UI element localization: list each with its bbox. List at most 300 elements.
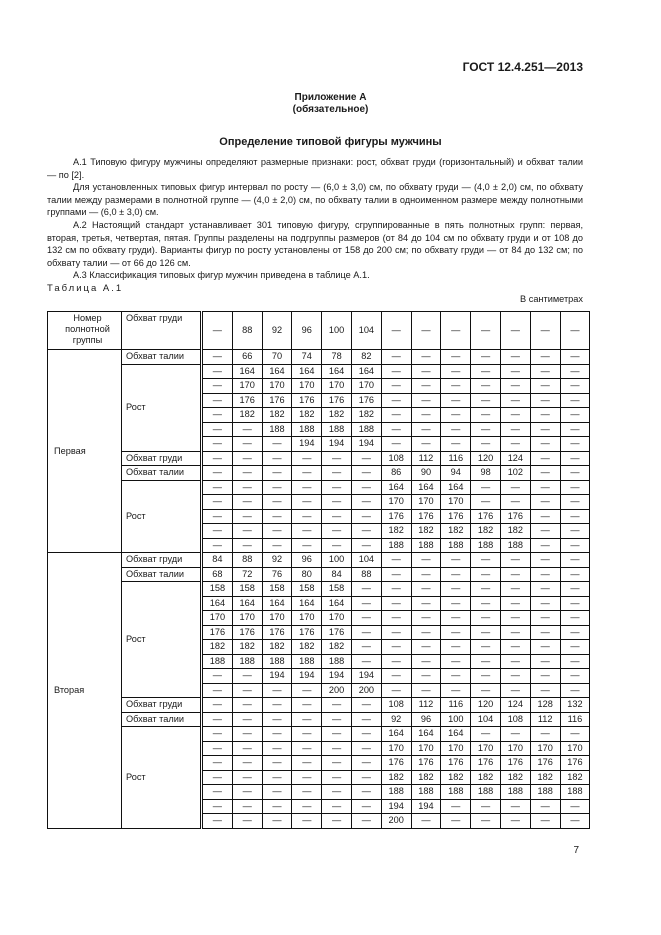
- table-cell: —: [381, 350, 411, 365]
- table-cell: —: [202, 350, 233, 365]
- table-cell: —: [322, 698, 352, 713]
- table-cell: 102: [500, 466, 530, 481]
- table-cell: —: [471, 683, 501, 698]
- table-cell: 116: [441, 698, 471, 713]
- table-cell: —: [202, 422, 233, 437]
- table-cell: 176: [441, 509, 471, 524]
- table-cell: 182: [232, 408, 262, 423]
- table-cell: 72: [232, 567, 262, 582]
- table-cell: 182: [530, 770, 560, 785]
- table-cell: 188: [560, 785, 590, 800]
- table-cell: —: [202, 437, 233, 452]
- table-cell: —: [411, 640, 441, 655]
- table-cell: 164: [411, 727, 441, 742]
- table-row: [48, 350, 590, 365]
- table-cell: —: [441, 350, 471, 365]
- table-cell: 176: [441, 756, 471, 771]
- table-cell: 176: [560, 756, 590, 771]
- table-cell: —: [411, 350, 441, 365]
- table-cell: —: [232, 480, 262, 495]
- table-cell: —: [351, 611, 381, 626]
- table-cell: 164: [381, 727, 411, 742]
- table-cell: —: [232, 509, 262, 524]
- table-cell: —: [351, 712, 381, 727]
- table-cell: 164: [262, 596, 292, 611]
- table-cell: —: [530, 814, 560, 829]
- table-cell: —: [381, 553, 411, 568]
- waist-label: Обхват талии: [122, 567, 202, 582]
- table-cell: —: [262, 770, 292, 785]
- table-cell: —: [351, 770, 381, 785]
- table-cell: —: [530, 350, 560, 365]
- table-cell: —: [500, 495, 530, 510]
- table-cell: —: [530, 422, 560, 437]
- table-cell: 182: [232, 640, 262, 655]
- table-cell: —: [232, 669, 262, 684]
- table-cell: —: [322, 756, 352, 771]
- table-cell: —: [530, 582, 560, 597]
- table-cell: —: [560, 422, 590, 437]
- table-cell: —: [232, 770, 262, 785]
- table-cell: —: [262, 727, 292, 742]
- table-cell: —: [351, 480, 381, 495]
- table-cell: 176: [292, 393, 322, 408]
- table-cell: 200: [351, 683, 381, 698]
- table-cell: 112: [411, 451, 441, 466]
- table-header-row: [48, 312, 590, 350]
- table-cell: —: [530, 683, 560, 698]
- table-cell: 170: [262, 611, 292, 626]
- table-cell: —: [381, 364, 411, 379]
- table-cell: 170: [441, 741, 471, 756]
- body-text: [47, 156, 583, 282]
- table-cell: —: [560, 509, 590, 524]
- table-cell: 88: [351, 567, 381, 582]
- table-cell: 194: [322, 437, 352, 452]
- table-row: [48, 567, 590, 582]
- table-cell: —: [471, 379, 501, 394]
- table-cell: —: [560, 582, 590, 597]
- table-cell: —: [471, 393, 501, 408]
- table-cell: 84: [202, 553, 233, 568]
- standard-code: ГОСТ 12.4.251—2013: [462, 60, 583, 74]
- waist-label: Обхват талии: [122, 466, 202, 481]
- table-cell: 170: [292, 611, 322, 626]
- table-cell: —: [292, 480, 322, 495]
- table-cell: —: [500, 408, 530, 423]
- chest-label: Обхват груди: [122, 553, 202, 568]
- table-cell: 158: [292, 582, 322, 597]
- table-cell: —: [411, 582, 441, 597]
- table-cell: 108: [500, 712, 530, 727]
- table-cell: —: [530, 553, 560, 568]
- table-cell: 170: [351, 379, 381, 394]
- table-cell: —: [411, 312, 441, 350]
- table-cell: 164: [351, 364, 381, 379]
- table-cell: —: [441, 364, 471, 379]
- table-cell: —: [560, 466, 590, 481]
- table-row: [48, 451, 590, 466]
- table-cell: —: [322, 799, 352, 814]
- table-cell: 194: [411, 799, 441, 814]
- table-cell: —: [232, 495, 262, 510]
- table-cell: —: [202, 524, 233, 539]
- table-cell: —: [232, 538, 262, 553]
- table-cell: —: [262, 495, 292, 510]
- table-cell: —: [560, 451, 590, 466]
- table-cell: —: [530, 799, 560, 814]
- table-cell: 182: [441, 524, 471, 539]
- table-cell: —: [500, 437, 530, 452]
- table-cell: —: [560, 524, 590, 539]
- height-label: Рост: [122, 582, 202, 698]
- table-cell: 182: [471, 524, 501, 539]
- table-cell: 94: [441, 466, 471, 481]
- table-cell: —: [322, 509, 352, 524]
- table-cell: —: [262, 785, 292, 800]
- table-cell: —: [411, 567, 441, 582]
- table-cell: —: [351, 741, 381, 756]
- table-cell: —: [262, 466, 292, 481]
- table-cell: 182: [202, 640, 233, 655]
- table-cell: —: [232, 524, 262, 539]
- table-cell: —: [322, 814, 352, 829]
- table-cell: —: [471, 553, 501, 568]
- table-cell: —: [232, 437, 262, 452]
- table-cell: —: [441, 582, 471, 597]
- table-caption: Таблица А.1: [47, 283, 124, 294]
- table-cell: 188: [322, 654, 352, 669]
- table-cell: 116: [441, 451, 471, 466]
- table-cell: —: [351, 451, 381, 466]
- table-cell: 170: [441, 495, 471, 510]
- table-cell: 182: [262, 408, 292, 423]
- table-cell: 96: [411, 712, 441, 727]
- table-cell: 164: [322, 596, 352, 611]
- table-cell: —: [441, 437, 471, 452]
- table-cell: —: [471, 350, 501, 365]
- table-cell: —: [500, 480, 530, 495]
- table-cell: —: [500, 727, 530, 742]
- table-cell: —: [530, 312, 560, 350]
- table-cell: —: [560, 379, 590, 394]
- table-cell: —: [471, 654, 501, 669]
- paragraph-a1: А.1 Типовую фигуру мужчины определяют размерные признаки: рост, обхват груди (горизонтальный) и обхват талии — по [2].: [47, 157, 583, 180]
- table-cell: —: [292, 727, 322, 742]
- table-cell: —: [262, 480, 292, 495]
- table-cell: 158: [232, 582, 262, 597]
- table-cell: 194: [322, 669, 352, 684]
- table-cell: —: [202, 364, 233, 379]
- table-cell: 128: [530, 698, 560, 713]
- table-cell: 188: [471, 538, 501, 553]
- table-cell: 200: [381, 814, 411, 829]
- table-cell: —: [441, 422, 471, 437]
- table-cell: —: [530, 451, 560, 466]
- table-cell: 194: [351, 437, 381, 452]
- table-cell: 176: [381, 509, 411, 524]
- table-cell: —: [560, 654, 590, 669]
- table-cell: —: [262, 437, 292, 452]
- table-cell: —: [292, 785, 322, 800]
- table-cell: —: [441, 640, 471, 655]
- table-cell: 170: [411, 495, 441, 510]
- table-cell: —: [232, 785, 262, 800]
- table-cell: —: [560, 567, 590, 582]
- table-cell: —: [202, 741, 233, 756]
- table-cell: 88: [232, 312, 262, 350]
- table-cell: —: [292, 524, 322, 539]
- table-cell: 96: [292, 312, 322, 350]
- table-cell: 170: [322, 611, 352, 626]
- table-cell: —: [381, 582, 411, 597]
- table-cell: 104: [471, 712, 501, 727]
- table-cell: —: [530, 408, 560, 423]
- table-cell: 164: [262, 364, 292, 379]
- table-cell: 164: [381, 480, 411, 495]
- table-cell: 176: [322, 393, 352, 408]
- table-cell: 188: [262, 422, 292, 437]
- table-cell: 100: [441, 712, 471, 727]
- table-row: [48, 553, 590, 568]
- table-cell: —: [441, 596, 471, 611]
- table-cell: 182: [381, 770, 411, 785]
- table-cell: —: [262, 683, 292, 698]
- table-cell: 112: [411, 698, 441, 713]
- table-cell: —: [560, 350, 590, 365]
- table-cell: —: [262, 698, 292, 713]
- table-cell: —: [500, 611, 530, 626]
- table-cell: —: [322, 538, 352, 553]
- table-cell: 104: [351, 553, 381, 568]
- table-cell: —: [560, 727, 590, 742]
- table-cell: —: [262, 509, 292, 524]
- table-cell: —: [530, 393, 560, 408]
- header-group-label: Номер полнотной группы: [48, 312, 122, 350]
- table-cell: 170: [322, 379, 352, 394]
- table-cell: 200: [322, 683, 352, 698]
- table-cell: —: [441, 408, 471, 423]
- table-cell: 182: [351, 408, 381, 423]
- table-cell: 100: [322, 312, 352, 350]
- table-cell: 182: [500, 524, 530, 539]
- table-cell: —: [560, 799, 590, 814]
- table-cell: 176: [232, 625, 262, 640]
- table-cell: —: [351, 625, 381, 640]
- table-cell: —: [351, 756, 381, 771]
- table-cell: 88: [232, 553, 262, 568]
- table-cell: —: [202, 379, 233, 394]
- table-cell: —: [471, 582, 501, 597]
- table-cell: —: [381, 422, 411, 437]
- height-label: Рост: [122, 364, 202, 451]
- table-cell: —: [530, 509, 560, 524]
- table-cell: —: [381, 437, 411, 452]
- table-cell: —: [411, 408, 441, 423]
- table-cell: 164: [232, 364, 262, 379]
- table-cell: —: [471, 437, 501, 452]
- table-cell: 176: [500, 509, 530, 524]
- table-cell: —: [262, 451, 292, 466]
- table-cell: 76: [262, 567, 292, 582]
- table-cell: 170: [530, 741, 560, 756]
- table-cell: —: [500, 364, 530, 379]
- table-cell: 182: [500, 770, 530, 785]
- appendix-title: Приложение А: [294, 92, 367, 103]
- table-cell: —: [292, 741, 322, 756]
- table-cell: —: [322, 480, 352, 495]
- table-cell: 182: [560, 770, 590, 785]
- table-cell: —: [381, 611, 411, 626]
- table-cell: —: [381, 596, 411, 611]
- table-cell: 176: [262, 625, 292, 640]
- table-cell: —: [381, 379, 411, 394]
- table-cell: —: [500, 654, 530, 669]
- table-cell: —: [471, 640, 501, 655]
- table-cell: 188: [322, 422, 352, 437]
- table-cell: —: [530, 480, 560, 495]
- table-cell: —: [500, 596, 530, 611]
- table-cell: 170: [202, 611, 233, 626]
- table-cell: —: [351, 524, 381, 539]
- table-cell: —: [500, 799, 530, 814]
- table-cell: 116: [560, 712, 590, 727]
- table-cell: —: [232, 799, 262, 814]
- table-cell: —: [292, 451, 322, 466]
- table-cell: —: [441, 814, 471, 829]
- table-cell: —: [441, 625, 471, 640]
- table-cell: —: [381, 625, 411, 640]
- table-cell: —: [530, 654, 560, 669]
- table-cell: —: [530, 727, 560, 742]
- waist-label: Обхват талии: [122, 350, 202, 365]
- table-cell: —: [322, 770, 352, 785]
- table-cell: —: [292, 770, 322, 785]
- table-cell: 182: [322, 640, 352, 655]
- table-cell: 188: [471, 785, 501, 800]
- section-title: Определение типовой фигуры мужчины: [219, 136, 442, 148]
- table-cell: —: [381, 683, 411, 698]
- table-cell: —: [500, 553, 530, 568]
- table-cell: —: [202, 312, 233, 350]
- table-row: [48, 582, 590, 597]
- table-cell: —: [381, 640, 411, 655]
- table-cell: —: [411, 814, 441, 829]
- table-cell: —: [202, 770, 233, 785]
- table-cell: —: [471, 625, 501, 640]
- table-cell: 176: [322, 625, 352, 640]
- table-cell: —: [500, 814, 530, 829]
- table-cell: 176: [471, 756, 501, 771]
- table-cell: —: [202, 408, 233, 423]
- table-cell: —: [500, 350, 530, 365]
- table-cell: —: [500, 393, 530, 408]
- table-cell: —: [262, 756, 292, 771]
- table-cell: —: [441, 799, 471, 814]
- table-cell: —: [351, 799, 381, 814]
- table-cell: 170: [381, 495, 411, 510]
- table-cell: —: [560, 480, 590, 495]
- table-cell: —: [530, 466, 560, 481]
- table-cell: —: [530, 379, 560, 394]
- table-cell: —: [500, 312, 530, 350]
- table-cell: 170: [262, 379, 292, 394]
- table-cell: —: [202, 451, 233, 466]
- table-cell: 82: [351, 350, 381, 365]
- table-cell: 84: [322, 567, 352, 582]
- table-cell: 176: [262, 393, 292, 408]
- table-cell: —: [292, 799, 322, 814]
- table-cell: 176: [411, 509, 441, 524]
- table-cell: 108: [381, 451, 411, 466]
- table-cell: 176: [411, 756, 441, 771]
- table-cell: —: [471, 364, 501, 379]
- table-cell: —: [202, 785, 233, 800]
- table-cell: 188: [500, 538, 530, 553]
- page-number: 7: [573, 845, 579, 856]
- table-cell: —: [441, 553, 471, 568]
- table-cell: —: [560, 596, 590, 611]
- table-cell: —: [500, 379, 530, 394]
- table-cell: —: [351, 640, 381, 655]
- table-cell: —: [471, 567, 501, 582]
- table-cell: —: [411, 596, 441, 611]
- table-cell: —: [560, 393, 590, 408]
- table-cell: —: [322, 451, 352, 466]
- paragraph-a3: А.3 Классификация типовых фигур мужчин приведена в таблице А.1.: [73, 270, 370, 281]
- table-cell: 176: [471, 509, 501, 524]
- table-cell: —: [232, 466, 262, 481]
- table-cell: 182: [411, 770, 441, 785]
- table-cell: 92: [262, 312, 292, 350]
- table-cell: 90: [411, 466, 441, 481]
- table-cell: 188: [441, 538, 471, 553]
- table-cell: —: [471, 312, 501, 350]
- table-cell: 164: [441, 727, 471, 742]
- table-cell: —: [530, 567, 560, 582]
- table-cell: —: [500, 625, 530, 640]
- table-cell: —: [560, 364, 590, 379]
- table-cell: —: [292, 466, 322, 481]
- table-cell: —: [351, 654, 381, 669]
- table-cell: —: [530, 364, 560, 379]
- table-cell: —: [292, 712, 322, 727]
- table-cell: 188: [292, 422, 322, 437]
- table-cell: 182: [381, 524, 411, 539]
- table-cell: —: [471, 480, 501, 495]
- table-cell: —: [351, 727, 381, 742]
- header-chest-label: Обхват груди: [122, 312, 202, 350]
- table-cell: —: [351, 596, 381, 611]
- table-cell: 188: [381, 538, 411, 553]
- table-cell: —: [441, 312, 471, 350]
- table-cell: 170: [381, 741, 411, 756]
- table-cell: —: [322, 495, 352, 510]
- table-cell: —: [560, 437, 590, 452]
- paragraph-a2: А.2 Настоящий стандарт устанавливает 301 типовую фигуру, сгруппированные в пять полнотных групп: первая, вторая, третья, четвертая, пятая. Группы разделены на подгруппы размеров (от 84 до 104 см по обхвату груди и от 108 до 132 см по обхвату груди). Варианты фигур по росту установлены от 158 до 200 см; по обхвату груди — от 84 до 132 см; по обхвату талии — от 66 до 126 см.: [47, 219, 583, 268]
- table-cell: 182: [411, 524, 441, 539]
- table-row: [48, 364, 590, 379]
- table-cell: —: [560, 611, 590, 626]
- table-cell: —: [202, 538, 233, 553]
- table-cell: —: [411, 364, 441, 379]
- table-cell: 176: [500, 756, 530, 771]
- table-cell: 194: [381, 799, 411, 814]
- table-cell: —: [202, 683, 233, 698]
- table-cell: —: [202, 393, 233, 408]
- table-cell: 120: [471, 451, 501, 466]
- table-cell: —: [471, 727, 501, 742]
